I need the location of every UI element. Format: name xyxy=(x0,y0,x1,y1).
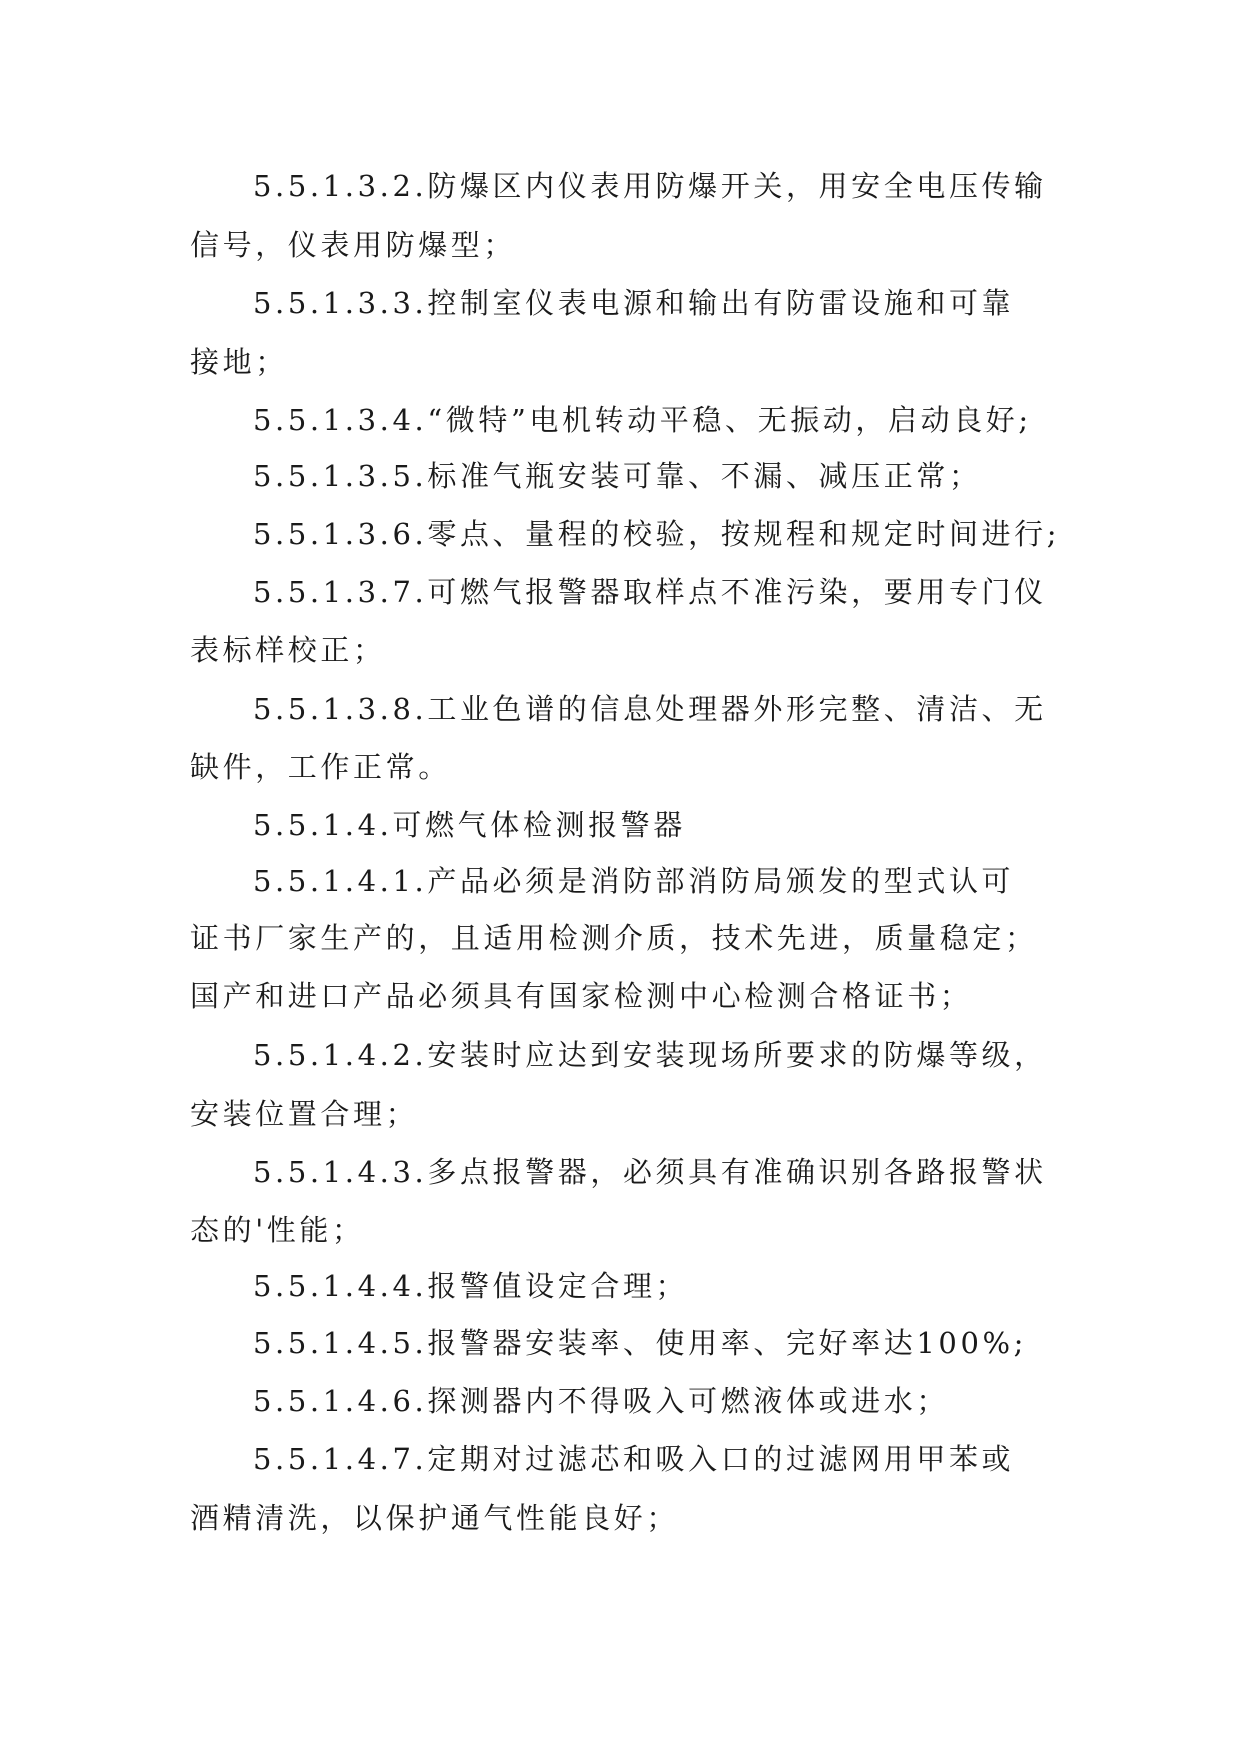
clause-5-5-1-3-2-line-2: 信号，仪表用防爆型； xyxy=(190,228,517,262)
clause-5-5-1-3-3-line-1: 5.5.1.3.3.控制室仪表电源和输出有防雷设施和可靠 xyxy=(253,286,1015,320)
clause-5-5-1-3-8-line-1: 5.5.1.3.8.工业色谱的信息处理器外形完整、清洁、无 xyxy=(253,692,1047,726)
section-heading-5-5-1-4: 5.5.1.4.可燃气体检测报警器 xyxy=(253,808,686,842)
clause-5-5-1-3-6: 5.5.1.3.6.零点、量程的校验，按规程和规定时间进行; xyxy=(253,517,1061,551)
clause-5-5-1-4-2-line-2: 安装位置合理； xyxy=(190,1097,419,1131)
clause-5-5-1-4-5: 5.5.1.4.5.报警器安装率、使用率、完好率达100%; xyxy=(253,1326,1028,1360)
clause-5-5-1-4-1-line-3: 国产和进口产品必须具有国家检测中心检测合格证书； xyxy=(190,979,973,1013)
clause-5-5-1-4-1-line-1: 5.5.1.4.1.产品必须是消防部消防局颁发的型式认可 xyxy=(253,864,1015,898)
clause-5-5-1-4-6: 5.5.1.4.6.探测器内不得吸入可燃液体或进水； xyxy=(253,1384,949,1418)
clause-5-5-1-3-5: 5.5.1.3.5.标准气瓶安装可靠、不漏、减压正常； xyxy=(253,459,982,493)
clause-5-5-1-4-1-line-2: 证书厂家生产的，且适用检测介质，技术先进，质量稳定； xyxy=(190,921,1038,955)
clause-5-5-1-3-2-line-1: 5.5.1.3.2.防爆区内仪表用防爆开关，用安全电压传输 xyxy=(253,169,1047,203)
clause-5-5-1-4-7-line-2: 酒精清洗，以保护通气性能良好； xyxy=(190,1501,680,1535)
clause-5-5-1-3-7-line-2: 表标样校正； xyxy=(190,633,386,667)
clause-5-5-1-3-4: 5.5.1.3.4.“微特”电机转动平稳、无振动，启动良好; xyxy=(253,403,1032,437)
clause-5-5-1-3-7-line-1: 5.5.1.3.7.可燃气报警器取样点不准污染，要用专门仪 xyxy=(253,575,1047,609)
clause-5-5-1-4-3-line-2: 态的'性能； xyxy=(190,1213,365,1247)
clause-5-5-1-4-4: 5.5.1.4.4.报警值设定合理； xyxy=(253,1269,689,1303)
clause-5-5-1-4-2-line-1: 5.5.1.4.2.安装时应达到安装现场所要求的防爆等级， xyxy=(253,1038,1047,1072)
clause-5-5-1-3-8-line-2: 缺件，工作正常。 xyxy=(190,750,451,784)
clause-5-5-1-4-3-line-1: 5.5.1.4.3.多点报警器，必须具有准确识别各路报警状 xyxy=(253,1155,1047,1189)
clause-5-5-1-3-3-line-2: 接地； xyxy=(190,345,288,379)
clause-5-5-1-4-7-line-1: 5.5.1.4.7.定期对过滤芯和吸入口的过滤网用甲苯或 xyxy=(253,1442,1015,1476)
